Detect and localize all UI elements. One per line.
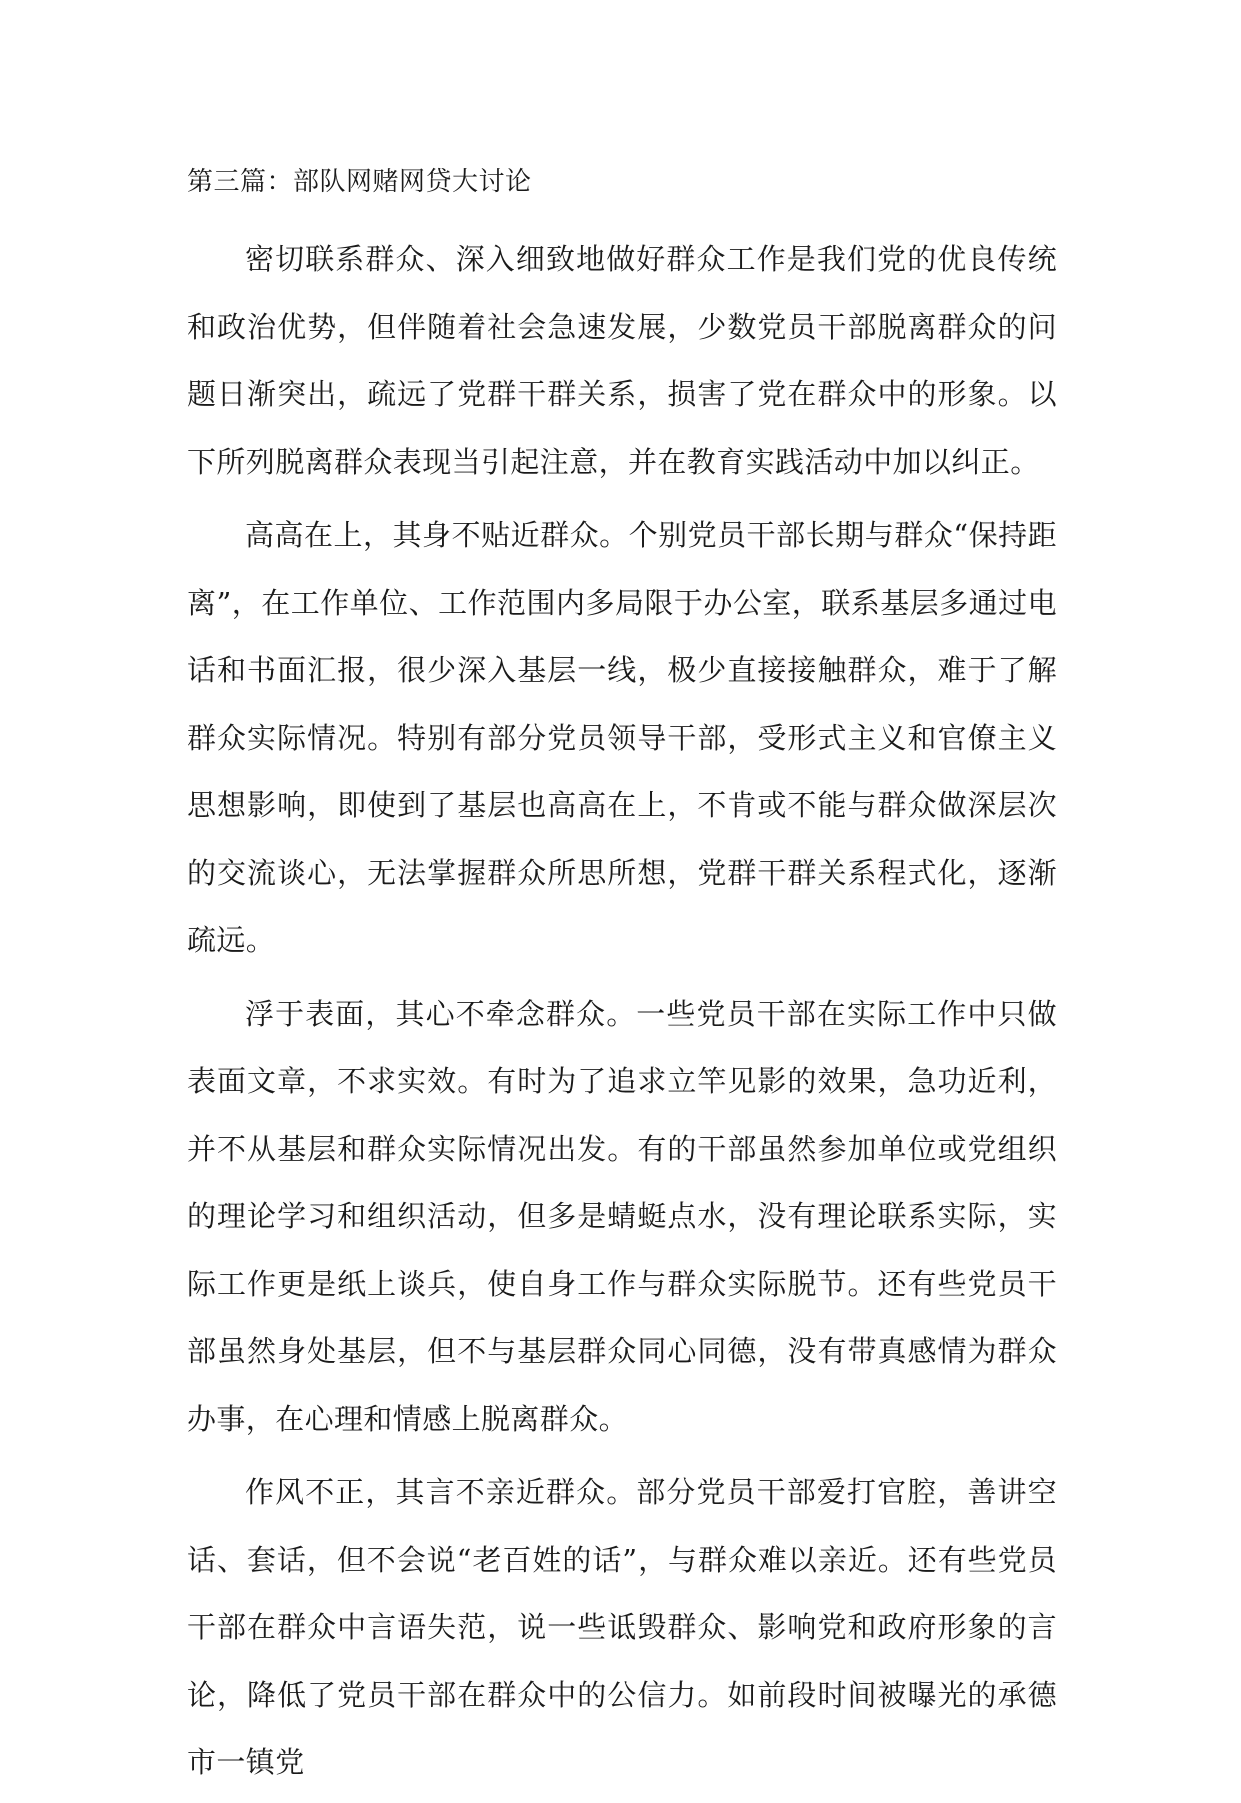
document-title: 第三篇：部队网赌网贷大讨论: [187, 167, 532, 197]
document-body: [187, 158, 1057, 1803]
paragraph-2: 高高在上，其身不贴近群众。个别党员干部长期与群众“保持距离”，在工作单位、工作范围内多局限于办公室，联系基层多通过电话和书面汇报，很少深入基层一线，极少直接接触群众，难于了解群众实际情况。特别有部分党员领导干部，受形式主义和官僚主义思想影响，即使到了基层也高高在上，不肯或不能与群众做深层次的交流谈心，无法掌握群众所思所想，党群干群关系程式化，逐渐疏远。: [187, 518, 1057, 957]
paragraph-4: 作风不正，其言不亲近群众。部分党员干部爱打官腔，善讲空话、套话，但不会说“老百姓的话”，与群众难以亲近。还有些党员干部在群众中言语失范，说一些诋毁群众、影响党和政府形象的言论，降低了党员干部在群众中的公信力。如前段时间被曝光的承德市一镇党: [187, 1475, 1057, 1779]
paragraph-1: 密切联系群众、深入细致地做好群众工作是我们党的优良传统和政治优势，但伴随着社会急速发展，少数党员干部脱离群众的问题日渐突出，疏远了党群干群关系，损害了党在群众中的形象。以下所列脱离群众表现当引起注意，并在教育实践活动中加以纠正。: [187, 242, 1057, 479]
paragraph-3: 浮于表面，其心不牵念群众。一些党员干部在实际工作中只做表面文章，不求实效。有时为了追求立竿见影的效果，急功近利，并不从基层和群众实际情况出发。有的干部虽然参加单位或党组织的理论学习和组织活动，但多是蜻蜓点水，没有理论联系实际，实际工作更是纸上谈兵，使自身工作与群众实际脱节。还有些党员干部虽然身处基层，但不与基层群众同心同德，没有带真感情为群众办事，在心理和情感上脱离群众。: [187, 996, 1057, 1436]
